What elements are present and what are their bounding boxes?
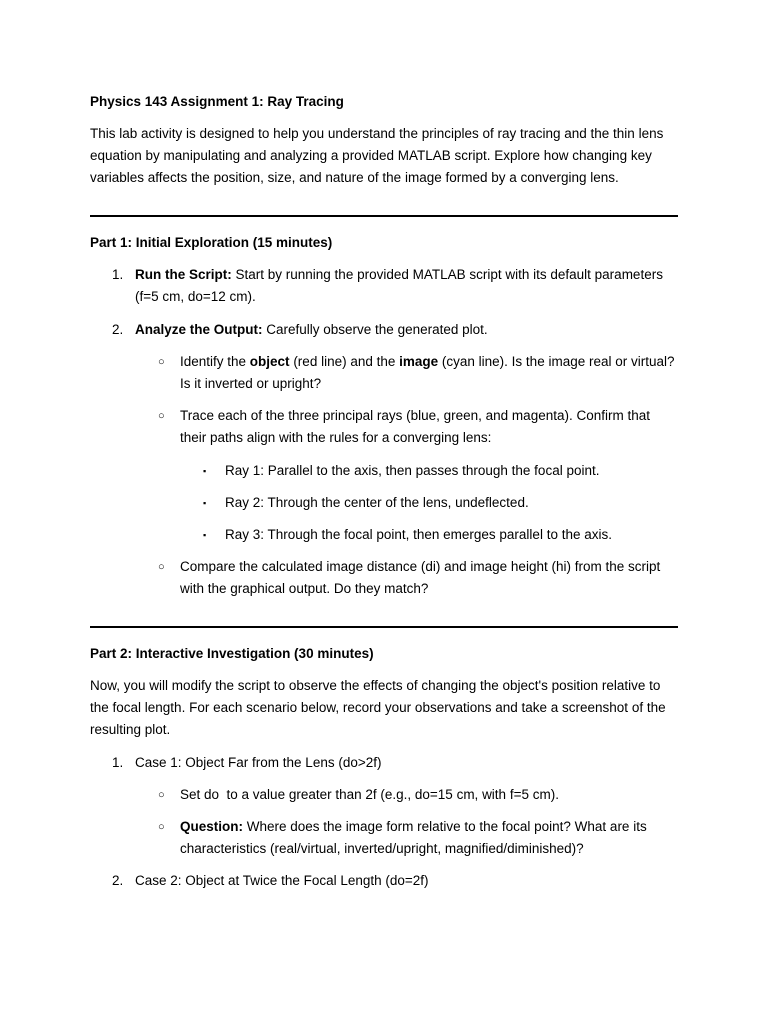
document-page <box>90 91 678 892</box>
sub-text: Identify the <box>180 354 250 369</box>
hollow-bullet-icon: ○ <box>158 789 165 801</box>
section-divider <box>90 215 678 217</box>
sub-item-identify <box>90 351 678 395</box>
ray-item-1 <box>90 460 678 482</box>
sub-item-trace <box>90 405 678 449</box>
sub-item-question <box>90 816 678 860</box>
part2-item-2 <box>90 870 678 892</box>
list-number: 1. <box>112 755 124 770</box>
ray-item-2 <box>90 492 678 514</box>
ray-text: Ray 3: Through the focal point, then emerges parallel to the axis. <box>225 527 612 542</box>
ray-item-3 <box>90 524 678 546</box>
sub-text: (cyan line). Is the image real or virtual? Is it inverted or upright? <box>180 354 675 391</box>
sub-text: Where does the image form relative to the focal point? What are its characteristics (real/virtual, inverted/upright, magnified/diminished)? <box>180 819 647 856</box>
sub-text: Compare the calculated image distance (di) and image height (hi) from the script with the graphical output. Do they match? <box>180 559 661 596</box>
part1-item-2 <box>90 319 678 341</box>
hollow-bullet-icon: ○ <box>158 821 165 833</box>
sub-text: (red line) and the <box>289 354 400 369</box>
part2-intro: Now, you will modify the script to observe the effects of changing the object's position relative to the focal length. For each scenario below, record your observations and take a screenshot of the resulting plot. <box>90 678 666 737</box>
question-label: Question: <box>180 819 243 834</box>
sub-item-compare <box>90 556 678 600</box>
part2-heading: Part 2: Interactive Investigation (30 minutes) <box>90 646 374 661</box>
section-divider <box>90 626 678 628</box>
case-label: Case 2: Object at Twice the Focal Length (do=2f) <box>135 873 429 888</box>
square-bullet-icon: ▪ <box>203 530 207 540</box>
item-bold-label: Analyze the Output: <box>135 322 263 337</box>
ray-text: Ray 1: Parallel to the axis, then passes through the focal point. <box>225 463 600 478</box>
item-text: Start by running the provided MATLAB script with its default parameters (f=5 cm, do=12 cm). <box>135 267 663 304</box>
part2-item-1 <box>90 752 678 774</box>
case-label: Case 1: Object Far from the Lens (do>2f) <box>135 755 382 770</box>
sub-text: Set do to a value greater than 2f (e.g., do=15 cm, with f=5 cm). <box>180 787 559 802</box>
hollow-bullet-icon: ○ <box>158 410 165 422</box>
list-number: 1. <box>112 267 124 282</box>
ray-text: Ray 2: Through the center of the lens, undeflected. <box>225 495 529 510</box>
image-term: image <box>399 354 439 369</box>
square-bullet-icon: ▪ <box>203 466 207 476</box>
document-title: Physics 143 Assignment 1: Ray Tracing <box>90 94 344 109</box>
object-term: object <box>249 354 290 369</box>
list-number: 2. <box>112 322 124 337</box>
part1-item-1 <box>90 264 678 308</box>
square-bullet-icon: ▪ <box>203 498 207 508</box>
part1-heading: Part 1: Initial Exploration (15 minutes) <box>90 235 333 250</box>
item-text: Carefully observe the generated plot. <box>262 322 488 337</box>
hollow-bullet-icon: ○ <box>158 356 165 368</box>
list-number: 2. <box>112 873 124 888</box>
item-bold-label: Run the Script: <box>135 267 232 282</box>
sub-item-set <box>90 784 678 806</box>
hollow-bullet-icon: ○ <box>158 561 165 573</box>
intro-paragraph: This lab activity is designed to help you understand the principles of ray tracing and the thin lens equation by manipulating and analyzing a provided MATLAB script. Explore how changing key variables affects the position, size, and nature of the image formed by a converging lens. <box>90 126 664 185</box>
sub-text: Trace each of the three principal rays (blue, green, and magenta). Confirm that their paths align with the rules for a converging lens: <box>180 408 650 445</box>
